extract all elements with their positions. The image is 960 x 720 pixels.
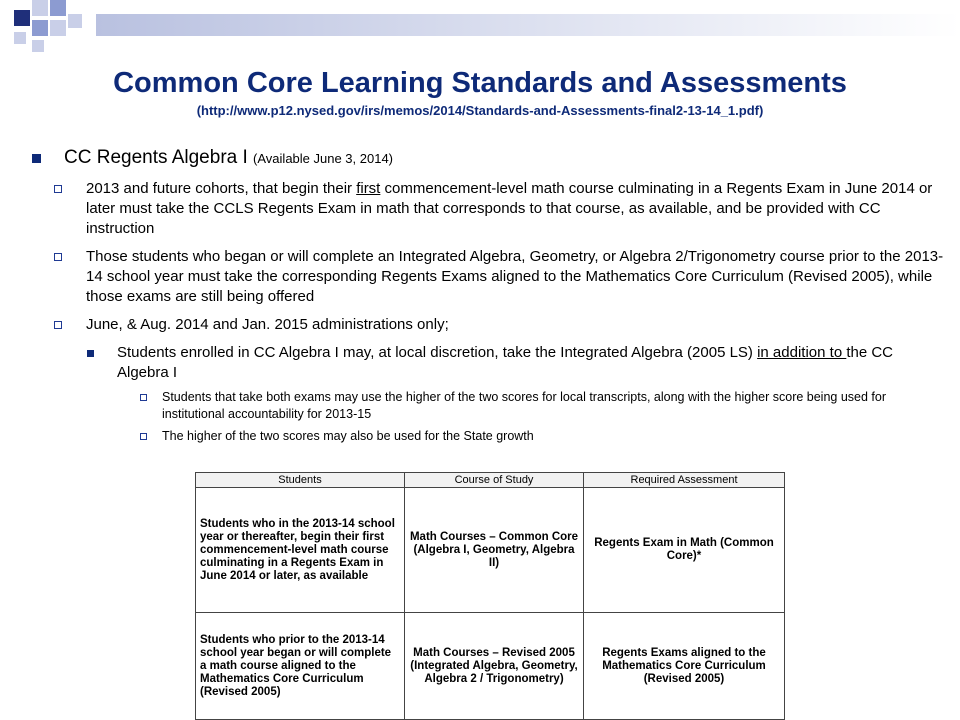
col-header-students: Students (196, 473, 405, 488)
col-header-course: Course of Study (405, 473, 584, 488)
square-bullet-icon (87, 350, 94, 357)
table-cell: Math Courses – Revised 2005 (Integrated Algebra, Geometry, Algebra 2 / Trigonometry) (405, 613, 584, 720)
subsub1-text: Students that take both exams may use the higher of the two scores for local transcripts, along with the higher score being used for institutional accountability for 2013-15 (162, 390, 887, 421)
sub-bullet-prior-students (30, 247, 945, 307)
table-cell: Math Courses – Common Core (Algebra I, Geometry, Algebra II) (405, 488, 584, 613)
title-block (0, 66, 960, 120)
sub-bullet-administrations (30, 315, 945, 335)
detail-bullet-state-growth (30, 428, 945, 445)
decor-square (50, 0, 66, 16)
decor-square (68, 14, 82, 28)
item1-pre: 2013 and future cohorts, that begin their (86, 180, 357, 197)
table-row (196, 488, 785, 613)
table-cell: Students who prior to the 2013-14 school year began or will complete a math course aligned to the Mathematics Core Curriculum (Revised 2005) (196, 613, 405, 720)
table-row (196, 613, 785, 720)
col-header-assessment: Required Assessment (584, 473, 785, 488)
subsub2-text: The higher of the two scores may also be used for the State growth (162, 429, 534, 443)
decor-square (32, 0, 48, 16)
sub1-emphasis: in addition to (757, 344, 847, 361)
sub-sub-bullet-enrolled (30, 343, 945, 383)
item2-text: Those students who began or will complete an Integrated Algebra, Geometry, or Algebra 2/Trigonometry course prior to the 2013-14 school year must take the corresponding Regents Exams aligned to the Mathematics Core Curriculum (Revised 2005), while those exams are still being offered (86, 248, 944, 305)
hollow-square-bullet-icon (54, 321, 62, 329)
sub1-pre: Students enrolled in CC Algebra I may, at local discretion, take the Integrated Algebra (2005 LS) (117, 344, 758, 361)
table-cell: Regents Exam in Math (Common Core)* (584, 488, 785, 613)
item3-text: June, & Aug. 2014 and Jan. 2015 administrations only; (86, 316, 449, 333)
source-url: (http://www.p12.nysed.gov/irs/memos/2014/Standards-and-Assessments-final2-13-14_1.pdf) (196, 103, 764, 118)
slide-content (30, 146, 945, 450)
decor-gradient-band (96, 14, 960, 36)
heading-note: (Available June 3, 2014) (253, 151, 394, 166)
item1-post: commencement-level math course culminating in a Regents Exam in June 2014 or later must take the CCLS Regents Exam in math that corresponds to that course, as available, and be provided with CC instruction (86, 180, 933, 237)
decor-square (32, 40, 44, 52)
item1-emphasis: first (356, 180, 381, 197)
hollow-square-bullet-icon (54, 185, 62, 193)
detail-bullet-both-exams (30, 389, 945, 423)
hollow-square-bullet-icon (54, 253, 62, 261)
header-decoration (0, 0, 960, 60)
hollow-square-bullet-icon (140, 394, 147, 401)
decor-square (14, 10, 30, 26)
decor-square (14, 32, 26, 44)
table-cell: Regents Exams aligned to the Mathematics Core Curriculum (Revised 2005) (584, 613, 785, 720)
bullet-cc-regents-algebra (30, 146, 945, 171)
slide-title: Common Core Learning Standards and Assessments (113, 67, 847, 99)
sub-bullet-cohorts (30, 179, 945, 239)
decor-square (50, 20, 66, 36)
table-header-row (196, 473, 785, 488)
assessment-table (195, 472, 785, 720)
table-cell: Students who in the 2013-14 school year or thereafter, begin their first commencement-level math course culminating in a Regents Exam in June 2014 or later, as available (196, 488, 405, 613)
square-bullet-icon (32, 154, 41, 163)
sub1-post: the CC Algebra I (117, 344, 894, 381)
hollow-square-bullet-icon (140, 433, 147, 440)
decor-square (32, 20, 48, 36)
heading-text: CC Regents Algebra I (64, 147, 248, 168)
